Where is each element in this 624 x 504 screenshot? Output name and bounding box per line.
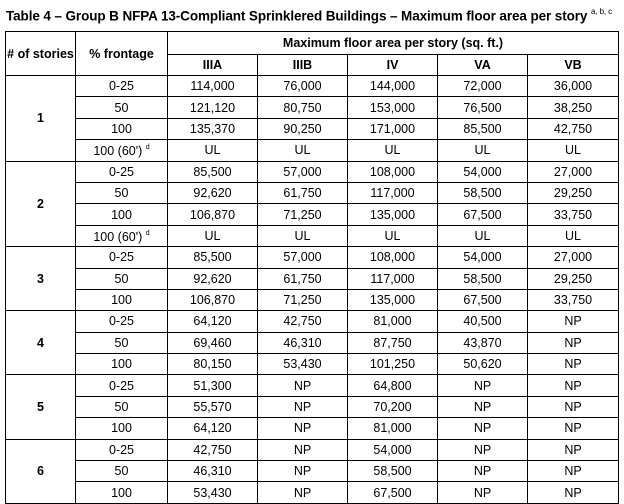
frontage-cell (76, 182, 168, 203)
area-cell: NP (258, 482, 348, 503)
area-cell: 58,500 (348, 461, 438, 482)
header-max-area: Maximum floor area per story (sq. ft.) (168, 32, 619, 55)
frontage-text: 50 (114, 100, 129, 115)
area-cell: NP (258, 461, 348, 482)
floor-area-table (5, 31, 619, 504)
area-cell: 135,000 (348, 289, 438, 310)
area-cell: 121,120 (168, 97, 258, 118)
table-row (6, 247, 619, 268)
area-cell: 85,500 (168, 247, 258, 268)
frontage-cell (76, 439, 168, 460)
area-cell: 61,750 (258, 182, 348, 203)
frontage-cell (76, 311, 168, 332)
table-row (6, 118, 619, 139)
area-cell: 76,000 (258, 76, 348, 97)
stories-cell: 3 (6, 247, 76, 311)
frontage-text: 100 (111, 421, 132, 436)
table-row (6, 161, 619, 182)
area-cell: UL (258, 140, 348, 161)
table-title-notes: a, b, c (590, 7, 613, 16)
frontage-cell (76, 204, 168, 225)
frontage-text: 50 (114, 400, 129, 415)
area-cell: 38,250 (528, 97, 619, 118)
area-cell: 117,000 (348, 268, 438, 289)
area-cell: 55,570 (168, 396, 258, 417)
area-cell: 135,000 (348, 204, 438, 225)
frontage-cell (76, 332, 168, 353)
frontage-text: 50 (114, 335, 129, 350)
area-cell: 117,000 (348, 182, 438, 203)
area-cell: 92,620 (168, 268, 258, 289)
frontage-text: 100 (111, 121, 132, 136)
frontage-cell (76, 418, 168, 439)
area-cell: 54,000 (348, 439, 438, 460)
frontage-text: 0-25 (108, 442, 135, 457)
area-cell: 80,750 (258, 97, 348, 118)
table-title (6, 8, 618, 24)
frontage-text: 50 (114, 464, 129, 479)
header-row-top (6, 32, 619, 55)
frontage-note: d (145, 144, 150, 152)
frontage-cell (76, 140, 168, 161)
table-row (6, 439, 619, 460)
area-cell: 46,310 (258, 332, 348, 353)
area-cell: UL (168, 225, 258, 246)
stories-cell: 4 (6, 311, 76, 375)
area-cell: 27,000 (528, 247, 619, 268)
area-cell: NP (528, 482, 619, 503)
area-cell: NP (528, 311, 619, 332)
area-cell: 85,500 (438, 118, 528, 139)
area-cell: 106,870 (168, 289, 258, 310)
frontage-note: d (145, 229, 150, 237)
frontage-text: 100 (60') (93, 230, 143, 244)
stories-cell: 5 (6, 375, 76, 439)
table-row (6, 332, 619, 353)
table-row (6, 482, 619, 503)
area-cell: 72,000 (438, 76, 528, 97)
area-cell: 76,500 (438, 97, 528, 118)
area-cell: 42,750 (528, 118, 619, 139)
area-cell: 54,000 (438, 247, 528, 268)
area-cell: 70,200 (348, 396, 438, 417)
area-cell: NP (258, 418, 348, 439)
area-cell: 53,430 (168, 482, 258, 503)
area-cell: NP (258, 375, 348, 396)
area-cell: 135,370 (168, 118, 258, 139)
area-cell: 87,750 (348, 332, 438, 353)
area-cell: 33,750 (528, 204, 619, 225)
area-cell: NP (528, 461, 619, 482)
area-cell: 108,000 (348, 161, 438, 182)
frontage-cell (76, 225, 168, 246)
frontage-text: 100 (111, 357, 132, 372)
area-cell: 50,620 (438, 354, 528, 375)
area-cell: 58,500 (438, 268, 528, 289)
area-cell: NP (528, 439, 619, 460)
area-cell: 90,250 (258, 118, 348, 139)
area-cell: 29,250 (528, 268, 619, 289)
frontage-text: 50 (114, 271, 129, 286)
frontage-cell (76, 161, 168, 182)
header-stories: # of stories (6, 32, 76, 76)
table-row (6, 354, 619, 375)
area-cell: NP (258, 396, 348, 417)
area-cell: NP (528, 418, 619, 439)
table-row (6, 418, 619, 439)
stories-cell: 1 (6, 76, 76, 162)
area-cell: 43,870 (438, 332, 528, 353)
area-cell: 69,460 (168, 332, 258, 353)
table-row (6, 204, 619, 225)
area-cell: 57,000 (258, 247, 348, 268)
header-frontage: % frontage (76, 32, 168, 76)
table-row (6, 375, 619, 396)
area-cell: 171,000 (348, 118, 438, 139)
frontage-cell (76, 396, 168, 417)
area-cell: 54,000 (438, 161, 528, 182)
area-cell: UL (348, 140, 438, 161)
frontage-text: 0-25 (108, 250, 135, 265)
frontage-cell (76, 482, 168, 503)
frontage-text: 100 (111, 207, 132, 222)
area-cell: 67,500 (438, 289, 528, 310)
frontage-cell (76, 289, 168, 310)
stories-cell: 2 (6, 161, 76, 247)
frontage-cell (76, 118, 168, 139)
table-title-text: Table 4 – Group B NFPA 13-Compliant Sprinklered Buildings – Maximum floor area per story (6, 8, 588, 24)
header-type: IIIB (258, 55, 348, 76)
area-cell: 27,000 (528, 161, 619, 182)
area-cell: NP (438, 461, 528, 482)
area-cell: 51,300 (168, 375, 258, 396)
stories-cell: 6 (6, 439, 76, 503)
area-cell: 64,800 (348, 375, 438, 396)
area-cell: 67,500 (438, 204, 528, 225)
area-cell: 81,000 (348, 418, 438, 439)
area-cell: 64,120 (168, 418, 258, 439)
frontage-cell (76, 76, 168, 97)
area-cell: 64,120 (168, 311, 258, 332)
frontage-text: 0-25 (108, 164, 135, 179)
area-cell: UL (528, 225, 619, 246)
area-cell: 42,750 (258, 311, 348, 332)
area-cell: UL (528, 140, 619, 161)
frontage-text: 100 (60') (93, 144, 143, 159)
area-cell: 42,750 (168, 439, 258, 460)
area-cell: 108,000 (348, 247, 438, 268)
table-row (6, 97, 619, 118)
area-cell: 71,250 (258, 289, 348, 310)
table-row (6, 268, 619, 289)
header-type: IV (348, 55, 438, 76)
area-cell: 81,000 (348, 311, 438, 332)
frontage-text: 50 (114, 186, 129, 201)
frontage-text: 100 (111, 485, 132, 500)
table-body (6, 76, 619, 504)
frontage-text: 0-25 (108, 378, 135, 393)
area-cell: NP (438, 396, 528, 417)
area-cell: 80,150 (168, 354, 258, 375)
area-cell: 71,250 (258, 204, 348, 225)
frontage-text: 100 (111, 293, 132, 308)
frontage-cell (76, 354, 168, 375)
area-cell: NP (438, 375, 528, 396)
area-cell: 144,000 (348, 76, 438, 97)
frontage-text: 0-25 (108, 314, 135, 329)
area-cell: UL (438, 225, 528, 246)
area-cell: NP (438, 482, 528, 503)
table-row (6, 182, 619, 203)
area-cell: 61,750 (258, 268, 348, 289)
area-cell: NP (528, 332, 619, 353)
area-cell: 40,500 (438, 311, 528, 332)
area-cell: UL (168, 140, 258, 161)
area-cell: 114,000 (168, 76, 258, 97)
area-cell: NP (258, 439, 348, 460)
table-row (6, 140, 619, 161)
frontage-cell (76, 247, 168, 268)
table-row (6, 461, 619, 482)
frontage-cell (76, 461, 168, 482)
frontage-cell (76, 375, 168, 396)
frontage-text: 0-25 (108, 79, 135, 94)
area-cell: NP (528, 396, 619, 417)
area-cell: NP (438, 439, 528, 460)
area-cell: NP (528, 375, 619, 396)
area-cell: 36,000 (528, 76, 619, 97)
area-cell: 67,500 (348, 482, 438, 503)
frontage-cell (76, 97, 168, 118)
area-cell: 58,500 (438, 182, 528, 203)
area-cell: UL (438, 140, 528, 161)
table-row (6, 311, 619, 332)
header-type: VA (438, 55, 528, 76)
header-type: IIIA (168, 55, 258, 76)
area-cell: 92,620 (168, 182, 258, 203)
area-cell: 29,250 (528, 182, 619, 203)
table-row (6, 76, 619, 97)
area-cell: 153,000 (348, 97, 438, 118)
area-cell: 85,500 (168, 161, 258, 182)
area-cell: UL (258, 225, 348, 246)
area-cell: 53,430 (258, 354, 348, 375)
table-row (6, 289, 619, 310)
area-cell: 57,000 (258, 161, 348, 182)
frontage-cell (76, 268, 168, 289)
table-row (6, 396, 619, 417)
table-row (6, 225, 619, 246)
area-cell: 106,870 (168, 204, 258, 225)
area-cell: 101,250 (348, 354, 438, 375)
area-cell: NP (528, 354, 619, 375)
area-cell: 46,310 (168, 461, 258, 482)
header-type: VB (528, 55, 619, 76)
area-cell: NP (438, 418, 528, 439)
area-cell: 33,750 (528, 289, 619, 310)
area-cell: UL (348, 225, 438, 246)
